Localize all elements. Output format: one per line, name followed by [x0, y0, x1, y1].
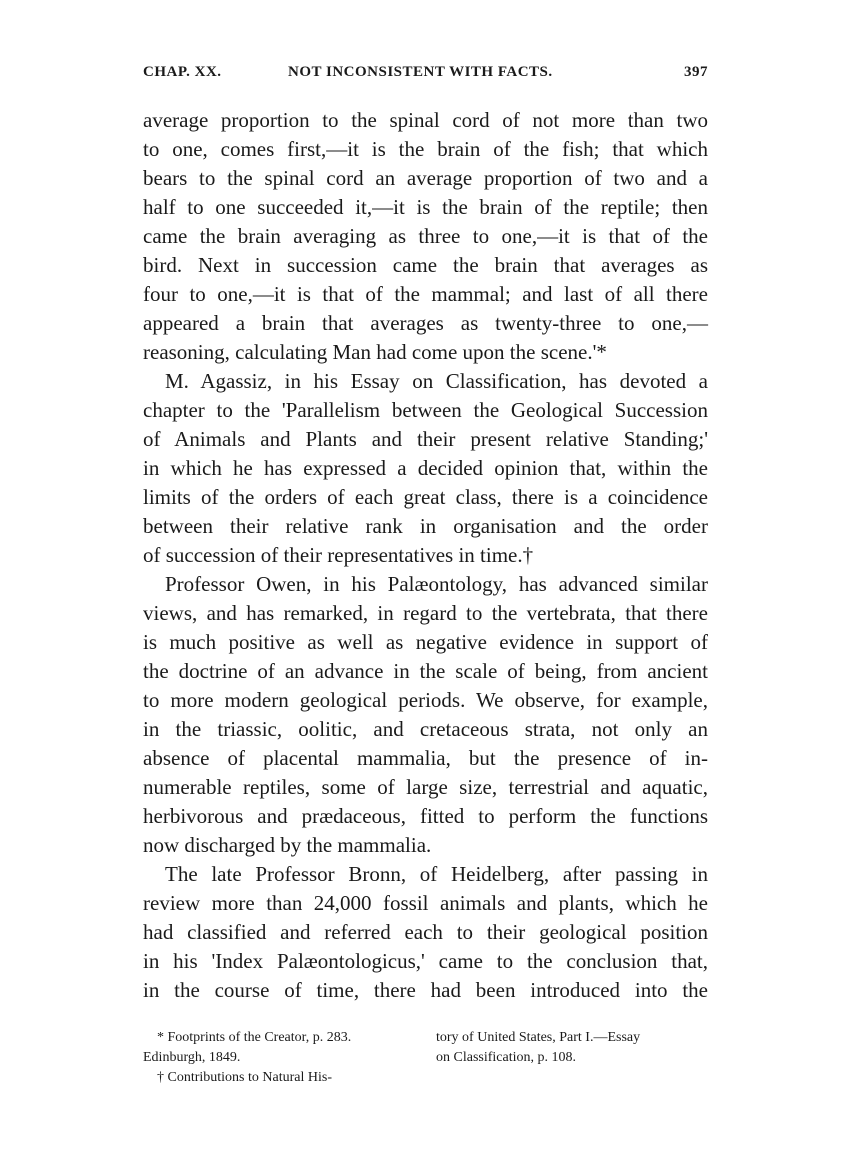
footnote-line: tory of United States, Part I.—Essay	[436, 1030, 641, 1045]
text-line: had classified and referred each to their geological position	[143, 920, 708, 944]
body-text	[143, 106, 708, 1005]
text-line: in the triassic, oolitic, and cretaceous strata, not only an	[143, 717, 708, 741]
paragraph-start: Professor Owen, in his Palæontology, has advanced similar	[165, 572, 708, 596]
footnote-column-left	[143, 1028, 423, 1088]
text-line: chapter to the 'Parallelism between the Geological Succession	[143, 398, 708, 422]
footnote-line: † Contributions to Natural His-	[157, 1070, 332, 1085]
text-line: herbivorous and prædaceous, fitted to perform the functions	[143, 804, 708, 828]
paragraph-start: The late Professor Bronn, of Heidelberg, after passing in	[165, 862, 708, 886]
text-line: review more than 24,000 fossil animals and plants, which he	[143, 891, 708, 915]
running-title: NOT INCONSISTENT WITH FACTS.	[288, 64, 553, 80]
text-line: is much positive as well as negative evidence in support of	[143, 630, 708, 654]
text-line: absence of placental mammalia, but the presence of in-	[143, 746, 708, 770]
text-line: appeared a brain that averages as twenty-three to one,—	[143, 311, 708, 335]
footnote-column-right	[436, 1028, 716, 1068]
text-line: in which he has expressed a decided opinion that, within the	[143, 456, 708, 480]
paragraph-start: M. Agassiz, in his Essay on Classification, has devoted a	[165, 369, 708, 393]
footnote-line: * Footprints of the Creator, p. 283.	[157, 1030, 352, 1045]
text-line: limits of the orders of each great class, there is a coincidence	[143, 485, 708, 509]
running-head	[143, 64, 708, 88]
text-line: bird. Next in succession came the brain that averages as	[143, 253, 708, 277]
text-line: now discharged by the mammalia.	[143, 833, 432, 857]
page-number: 397	[684, 64, 708, 80]
text-line: to more modern geological periods. We observe, for example,	[143, 688, 708, 712]
text-line: views, and has remarked, in regard to the vertebrata, that there	[143, 601, 708, 625]
footnote-line: Edinburgh, 1849.	[143, 1050, 241, 1065]
text-line: in his 'Index Palæontologicus,' came to the conclusion that,	[143, 949, 708, 973]
text-line: of succession of their representatives in time.†	[143, 543, 534, 567]
text-line: the doctrine of an advance in the scale of being, from ancient	[143, 659, 708, 683]
text-line: came the brain averaging as three to one,—it is that of the	[143, 224, 708, 248]
footnote-line: on Classification, p. 108.	[436, 1050, 576, 1065]
text-line: reasoning, calculating Man had come upon the scene.'*	[143, 340, 607, 364]
text-line: numerable reptiles, some of large size, terrestrial and aquatic,	[143, 775, 708, 799]
text-line: four to one,—it is that of the mammal; and last of all there	[143, 282, 708, 306]
chapter-label: CHAP. XX.	[143, 64, 222, 80]
text-line: average proportion to the spinal cord of not more than two	[143, 108, 708, 132]
text-line: to one, comes first,—it is the brain of the fish; that which	[143, 137, 708, 161]
text-line: half to one succeeded it,—it is the brain of the reptile; then	[143, 195, 708, 219]
text-line: of Animals and Plants and their present relative Standing;'	[143, 427, 708, 451]
footnotes	[143, 1028, 708, 1108]
text-line: bears to the spinal cord an average proportion of two and a	[143, 166, 708, 190]
text-line: in the course of time, there had been introduced into the	[143, 978, 708, 1002]
text-line: between their relative rank in organisation and the order	[143, 514, 708, 538]
